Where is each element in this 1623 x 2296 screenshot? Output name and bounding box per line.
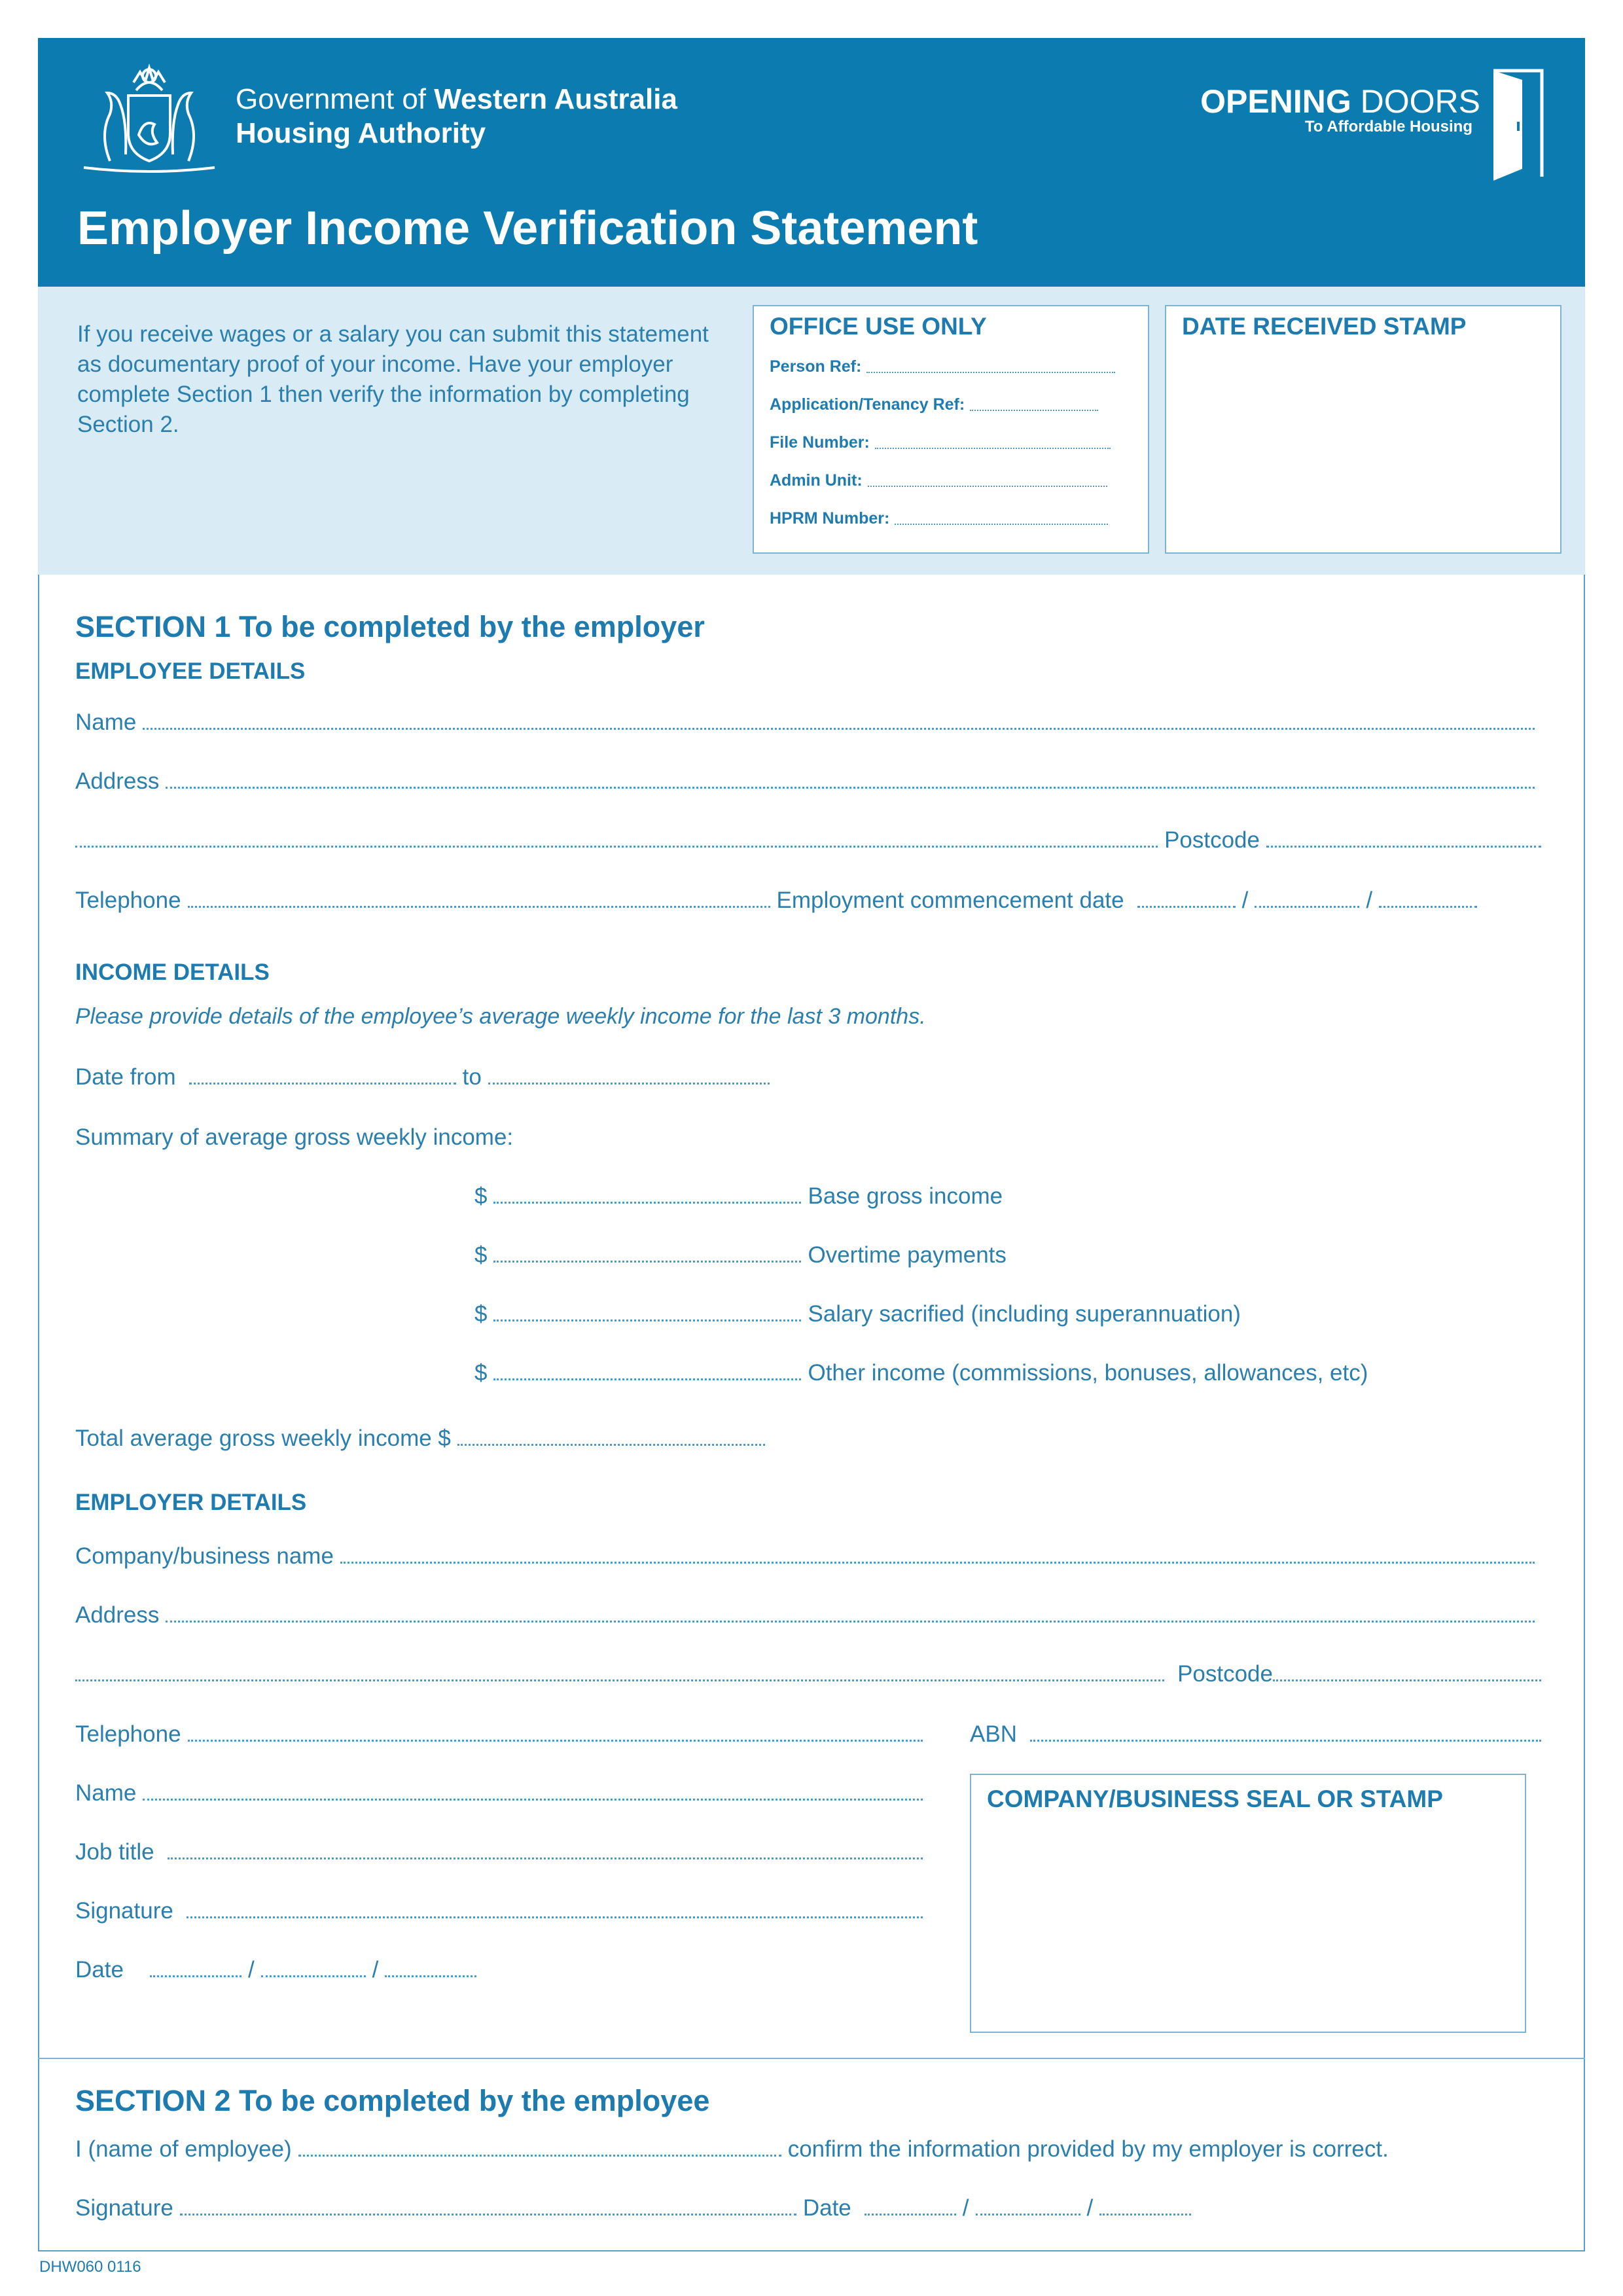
government-name: Government of Western Australia Housing Authority [236,83,677,149]
date-from-field[interactable] [189,1083,456,1085]
employee-confirm-row: I (name of employee) confirm the information provided by my employer is correct. [75,2136,1389,2162]
salary-sacrificed-row: $ Salary sacrified (including superannuation) [474,1301,1241,1327]
section1-heading: SECTION 1 To be completed by the employer [75,610,705,643]
employee-signature-field[interactable] [180,2214,796,2215]
other-income-row: $ Other income (commissions, bonuses, allowances, etc) [474,1360,1368,1386]
employee-date-year-field[interactable] [1099,2214,1191,2215]
intro-band [38,287,1585,575]
total-income-field[interactable] [457,1444,765,1446]
document-title: Employer Income Verification Statement [77,202,978,255]
employee-details-heading: EMPLOYEE DETAILS [75,658,306,684]
abn-field[interactable]: ABN [970,1719,1541,1748]
salary-sacrificed-field[interactable] [493,1319,801,1321]
employee-postcode-field[interactable] [1266,846,1541,848]
employer-telephone-field[interactable]: Telephone [75,1719,923,1748]
income-date-range-row: Date from to [75,1062,776,1090]
org-name: Housing Authority [236,117,486,149]
office-use-box [753,305,1149,554]
employer-date-row: Date / / [75,1954,483,1983]
employer-address-field[interactable]: Address [75,1600,1541,1628]
employee-confirm-name-field[interactable] [298,2155,781,2157]
date-received-stamp-box [1165,305,1561,554]
header-banner [38,38,1585,287]
job-title-field[interactable]: Job title [75,1837,923,1865]
office-field-admin-unit: Admin Unit: [770,471,1107,490]
door-icon [1488,64,1547,182]
employer-date-day-field[interactable] [150,1975,241,1977]
income-summary-label: Summary of average gross weekly income: [75,1124,514,1150]
commencement-date-label: Employment commencement date [776,888,1124,913]
employer-date-month-field[interactable] [261,1975,366,1977]
commencement-day-field[interactable] [1137,906,1236,908]
base-gross-income-row: $ Base gross income [474,1183,1003,1209]
employee-telephone-field[interactable] [188,906,770,908]
commencement-month-field[interactable] [1255,906,1359,908]
company-seal-stamp-box [970,1774,1526,2033]
employer-details-heading: EMPLOYER DETAILS [75,1490,307,1515]
employee-telephone-row: Telephone Employment commencement date / / [75,885,1541,914]
commencement-year-field[interactable] [1379,906,1477,908]
office-use-title: OFFICE USE ONLY [770,313,987,340]
employer-date-year-field[interactable] [385,1975,476,1977]
employer-signature-field[interactable]: Signature [75,1895,923,1924]
company-name-field[interactable]: Company/business name [75,1541,1541,1570]
overtime-payments-field[interactable] [493,1261,801,1263]
date-stamp-title: DATE RECEIVED STAMP [1182,313,1467,340]
income-details-note: Please provide details of the employee’s average weekly income for the last 3 months. [75,1004,926,1029]
section-divider [38,2058,1585,2059]
overtime-payments-row: $ Overtime payments [474,1242,1007,1268]
employer-postcode-field[interactable] [1273,1679,1541,1681]
employee-address-field[interactable]: Address [75,766,1541,795]
employee-date-day-field[interactable] [865,2214,956,2215]
employee-signature-row: Signature Date / / [75,2193,1198,2221]
employee-address-line2-field[interactable]: Postcode [75,825,1541,853]
office-field-hprm-number: HPRM Number: [770,509,1108,528]
employee-name-field[interactable]: Name [75,707,1541,736]
brand-tagline: To Affordable Housing [1305,118,1472,135]
date-to-field[interactable] [488,1083,770,1085]
employee-date-month-field[interactable] [976,2214,1080,2215]
office-field-file-number: File Number: [770,433,1111,452]
wa-coat-of-arms-logo [71,56,228,173]
employer-address-line2-field[interactable]: Postcode [75,1659,1541,1687]
seal-stamp-title: COMPANY/BUSINESS SEAL OR STAMP [987,1785,1443,1812]
office-field-person-ref: Person Ref: [770,357,1115,376]
employer-contact-name-field[interactable]: Name [75,1778,923,1806]
office-field-application-ref: Application/Tenancy Ref: [770,395,1098,414]
brand-logo-text: OPENING DOORS [1200,83,1480,120]
total-income-row: Total average gross weekly income $ [75,1423,772,1452]
intro-text: If you receive wages or a salary you can submit this statement as documentary proof of your income. Have your employer complete Section 1 then verify the information by completing Section 2. [77,321,709,437]
section2-heading: SECTION 2 To be completed by the employee [75,2084,710,2117]
form-code: DHW060 0116 [39,2258,141,2276]
base-gross-income-field[interactable] [493,1202,801,1204]
other-income-field[interactable] [493,1378,801,1380]
income-details-heading: INCOME DETAILS [75,960,270,985]
